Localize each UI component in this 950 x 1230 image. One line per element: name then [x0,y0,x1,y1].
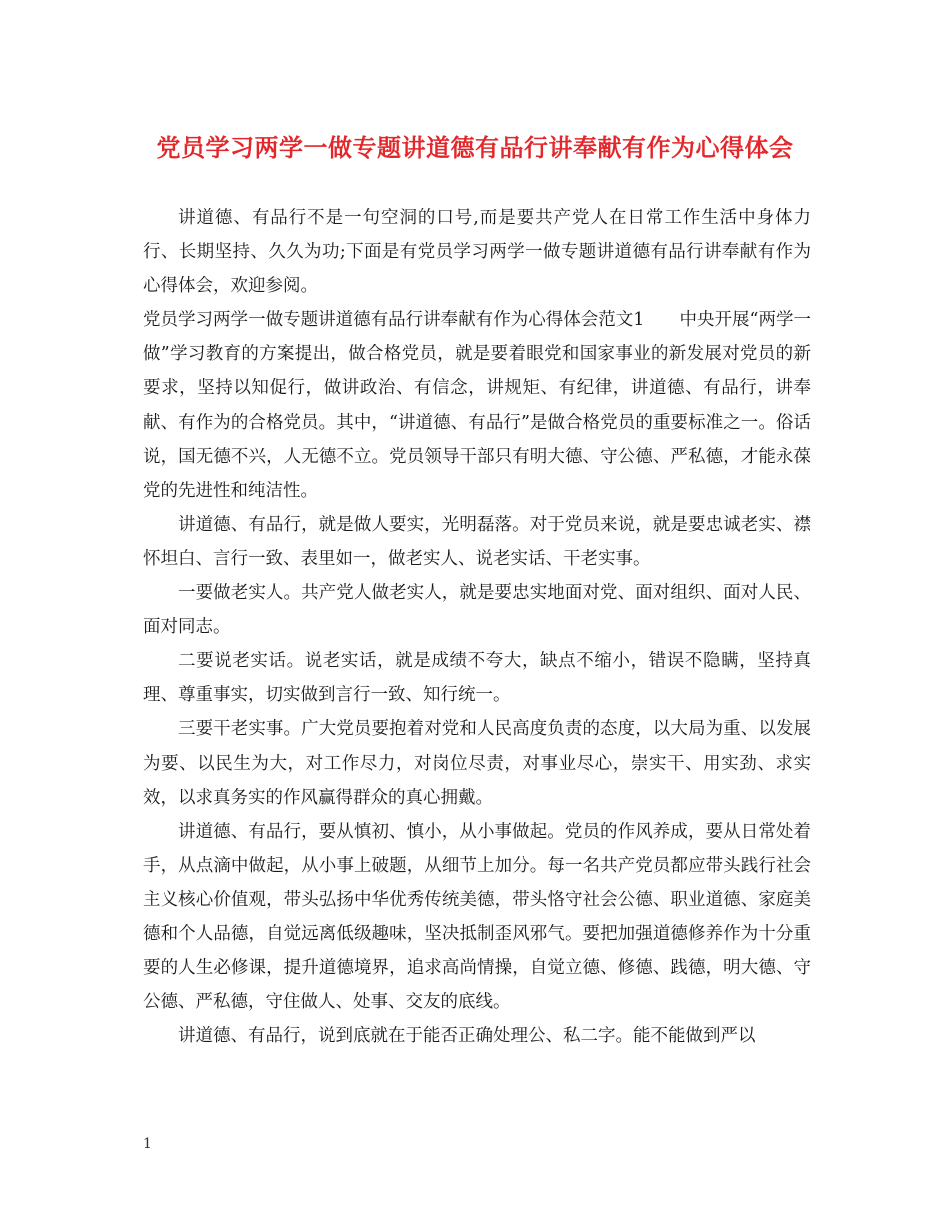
paragraph-small-things: 讲道德、有品行，要从慎初、慎小，从小事做起。党员的作风养成，要从日常处着手，从点滴中做起，从小事上破题，从细节上加分。每一名共产党员都应带头践行社会主义核心价值观，带头弘扬中华优秀传统美德，带头恪守社会公德、职业道德、家庭美德和个人品德，自觉远离低级趣味，坚决抵制歪风邪气。要把加强道德修养作为十分重要的人生必修课，提升道德境界，追求高尚情操，自觉立德、修德、践德，明大德、守公德、严私德，守住做人、处事、交友的底线。 [143,821,811,1013]
paragraph-be-honest: 讲道德、有品行，就是做人要实，光明磊落。对于党员来说，就是要忠诚老实、襟怀坦白、言行一致、表里如一，做老实人、说老实话、干老实事。 [143,514,811,569]
document-title: 党员学习两学一做专题讲道德有品行讲奉献有作为心得体会 [156,133,794,162]
document-body [143,201,811,1053]
paragraph-intro: 讲道德、有品行不是一句空洞的口号,而是要共产党人在日常工作生活中身体力行、长期坚持、久久为功;下面是有党员学习两学一做专题讲道德有品行讲奉献有作为心得体会，欢迎参阅。 [143,208,811,297]
paragraph-honest-person: 一要做老实人。共产党人做老实人，就是要忠实地面对党、面对组织、面对人民、面对同志。 [143,583,811,638]
paragraph-honest-words: 二要说老实话。说老实话，就是成绩不夸大，缺点不缩小，错误不隐瞒，坚持真理、尊重事实，切实做到言行一致、知行统一。 [143,651,811,706]
paragraph-honest-deeds: 三要干老实事。广大党员要抱着对党和人民高度负责的态度，以大局为重、以发展为要、以民生为大，对工作尽力，对岗位尽责，对事业尽心，崇实干、用实劲、求实效，以求真务实的作风赢得群众的真心拥戴。 [143,719,811,808]
page-number: 1 [143,1136,152,1152]
paragraph-public-private: 讲道德、有品行，说到底就在于能否正确处理公、私二字。能不能做到严以 [178,1026,756,1047]
paragraph-essay-heading: 党员学习两学一做专题讲道德有品行讲奉献有作为心得体会范文1 中央开展“两学一做”学习教育的方案提出，做合格党员，就是要着眼党和国家事业的新发展对党员的新要求，坚持以知促行，做讲政治、有信念，讲规矩、有纪律，讲道德、有品行，讲奉献、有作为的合格党员。其中，“讲道德、有品行”是做合格党员的重要标准之一。俗话说，国无德不兴，人无德不立。党员领导干部只有明大德、守公德、严私德，才能永葆党的先进性和纯洁性。 [143,310,811,501]
